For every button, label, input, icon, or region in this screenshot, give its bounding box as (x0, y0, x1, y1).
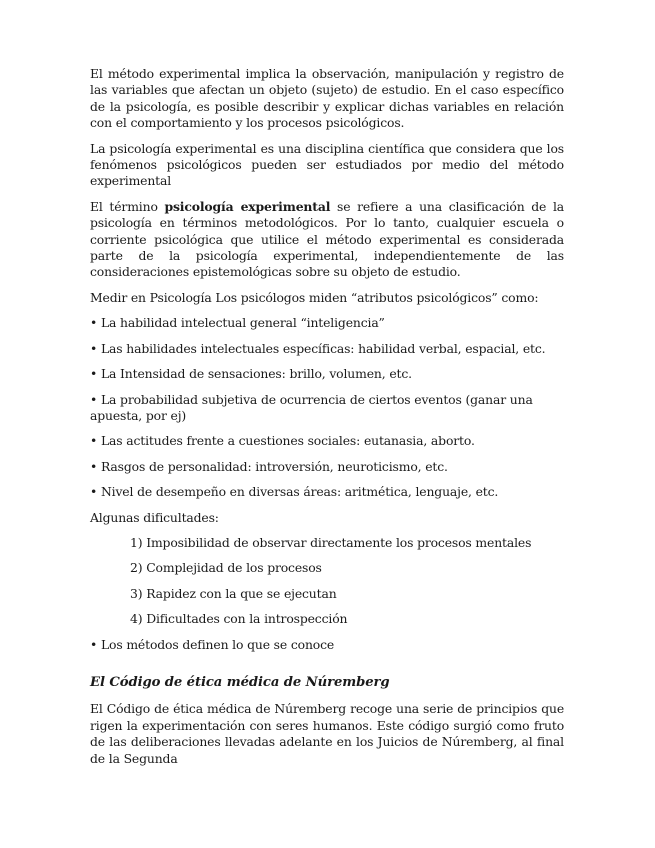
paragraph-nuremberg: El Código de ética médica de Núremberg recoge una serie de principios que rigen la experimentación con seres humanos. Este código surgió como fruto de las deliberaciones llevadas adelante en los Juicios de Núremberg, al final de la Segunda (90, 701, 564, 766)
bullet-item: • Las actitudes frente a cuestiones sociales: eutanasia, aborto. (90, 433, 475, 449)
paragraph-psicologia-experimental: La psicología experimental es una disciplina científica que considera que los fenómenos psicológicos pueden ser estudiados por medio del método experimental (90, 140, 564, 189)
difficulty-item: 1) Imposibilidad de observar directamente los procesos mentales (130, 534, 532, 550)
difficulty-item: 2) Complejidad de los procesos (130, 560, 322, 576)
paragraph-medir: Medir en Psicología Los psicólogos miden “atributos psicológicos” como: (90, 289, 539, 305)
bullet-item: • Nivel de desempeño en diversas áreas: aritmética, lenguaje, etc. (90, 484, 499, 500)
difficulties-label: Algunas dificultades: (90, 509, 219, 525)
paragraph-termino-rest: se refiere a una clasificación de la psicología en términos metodológicos. Por lo tanto, cualquier escuela o corriente psicológica que utilice el método experimental es considerada parte de la psicología experimental, independientemente de las consideraciones epistemológicas sobre su objeto de estudio. (90, 198, 565, 280)
bold-term: psicología experimental (164, 198, 331, 214)
bullet-item: • La Intensidad de sensaciones: brillo, volumen, etc. (90, 366, 412, 382)
section-heading: El Código de ética médica de Núremberg (90, 674, 390, 690)
difficulty-item: 4) Dificultades con la introspección (130, 611, 348, 627)
bullet-item: • La probabilidad subjetiva de ocurrencia de ciertos eventos (ganar una apuesta, por ej) (90, 391, 533, 423)
bullet-item: • Las habilidades intelectuales específicas: habilidad verbal, espacial, etc. (90, 340, 546, 356)
paragraph-termino-start: El término (90, 198, 165, 214)
document-page (90, 66, 564, 776)
difficulty-item: 3) Rapidez con la que se ejecutan (130, 585, 337, 601)
paragraph-metodo-experimental: El método experimental implica la observación, manipulación y registro de las variables que afectan un objeto (sujeto) de estudio. En el caso específico de la psicología, es posible describir y explicar dichas variables en relación con el comportamiento y los procesos psicológicos. (90, 66, 564, 131)
bullet-item-final: • Los métodos definen lo que se conoce (90, 636, 335, 652)
bullet-item: • Rasgos de personalidad: introversión, neuroticismo, etc. (90, 458, 448, 474)
paragraph-termino (90, 199, 564, 281)
bullet-item: • La habilidad intelectual general “inteligencia” (90, 315, 385, 331)
